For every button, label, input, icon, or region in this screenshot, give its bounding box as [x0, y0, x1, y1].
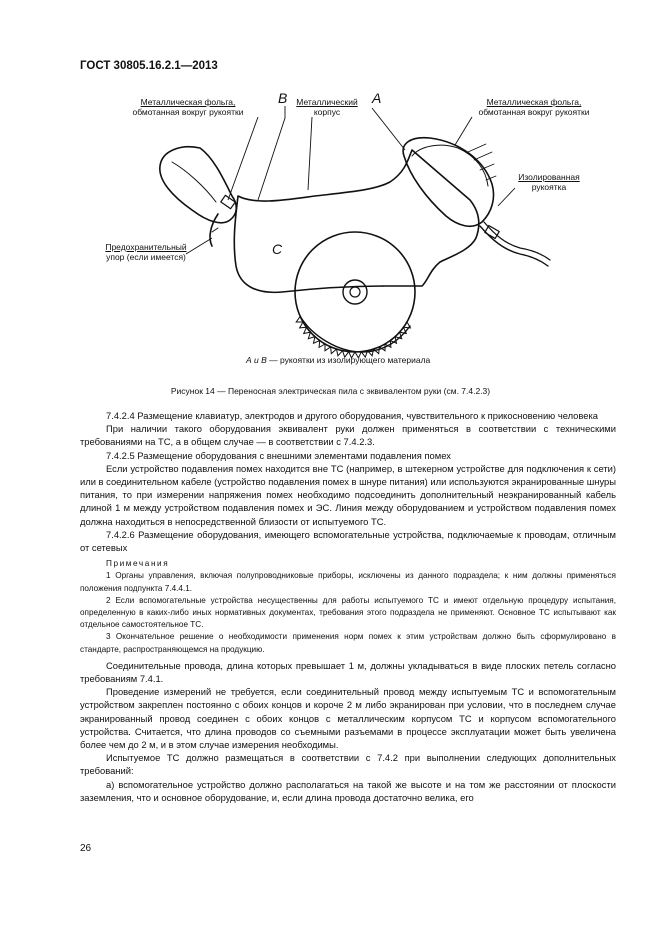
label-foil-right-line2: обмотанная вокруг рукоятки [478, 107, 590, 117]
letter-b: B [278, 90, 288, 106]
paragraph: а) вспомогательное устройство должно располагаться на такой же высоте и на том же расстоянии от плоскости заземления, что и основное оборудование, и, если длина провода достаточно велика, его [80, 778, 616, 803]
paragraph-7426: 7.4.2.6 Размещение оборудования, имеющего вспомогательные устройства, подключаемые к проводам, отличным от сетевых [80, 528, 616, 554]
body-text [80, 409, 616, 804]
note-item: 1 Органы управления, включая полупроводниковые приборы, исключены из данного подраздела; к ним должны применяться положения подпункта 7.4.4.1. [80, 571, 616, 593]
label-guard-line2: упор (если имеется) [106, 252, 186, 262]
note-item: 3 Окончательное решение о необходимости применения норм помех к этим устройствам должно быть сформулировано в стандарте, распространяющемся на продукцию. [80, 632, 616, 654]
saw-body-outline [234, 150, 479, 292]
paragraph: Если устройство подавления помех находится вне ТС (например, в штекерном устройстве для подключения к сети) или в соединительном кабеле (устройство подавления помех в шнуре питания) или используются экранированные шнуры питания, то при измерении напряжения помех необходимо подсоединить дополнительный неэкранированный кабель длиной 1 м между устройством подавления помех и ЭС. Линия между оборудованием и устройством подавления помех должна находиться в непосредственной близости от испытуемого ТС. [80, 462, 616, 527]
paragraph: Соединительные провода, длина которых превышает 1 м, должны укладываться в виде плоских петель согласно требованиям 7.4.1. [80, 659, 616, 685]
label-body-line2: корпус [313, 107, 341, 117]
notes-block [80, 558, 616, 656]
left-handle [160, 147, 236, 223]
label-foil-left-line1: Металлическая фольга, [140, 97, 236, 107]
label-body-line1: Металлический [296, 97, 358, 107]
label-guard-line1: Предохранительный [105, 242, 187, 252]
paragraph: Проведение измерений не требуется, если соединительный провод между испытуемым ТС и вспомогательным устройством закреплен постоянно с обоих концов и короче 2 м либо экранирован при условии, что в последнем случае экранированный провод соединен с обоих концов с металлическим корпусом ТС и корпусом вспомогательного устройства. Считается, что длина проводов со съемными разъемами в процессе эксплуатации может быть увеличена более чем до 2 м, и в этом случае измерения необходимы. [80, 686, 616, 751]
saw-blade [295, 232, 415, 352]
paragraph-7425: 7.4.2.5 Размещение оборудования с внешними элементами подавления помех [106, 449, 451, 461]
figure-caption: Рисунок 14 — Переносная электрическая пила с эквивалентом руки (см. 7.4.2.3) [170, 386, 491, 396]
legend-letters: А и В [246, 355, 267, 365]
paragraph-7424: 7.4.2.4 Размещение клавиатур, электродов и другого оборудования, чувствительного к прикосновению человека [106, 410, 599, 421]
document-header: ГОСТ 30805.16.2.1—2013 [80, 60, 218, 72]
page-number: 26 [80, 843, 92, 854]
label-foil-left-line2: обмотанная вокруг рукоятки [132, 107, 244, 117]
figure-legend [246, 355, 430, 365]
notes-title: Примечания [106, 559, 170, 569]
letter-c: C [272, 241, 283, 257]
letter-a: A [372, 90, 382, 106]
paragraph: Испытуемое ТС должно размещаться в соответствии с 7.4.2 при выполнении следующих дополнительных требований: [80, 752, 616, 777]
guard [210, 214, 218, 246]
note-item: 2 Если вспомогательные устройства несущественны для работы испытуемого ТС и имеют отдельную процедуру испытания, определенную в каких-либо иных нормативных документах, требования этого подраздела не применяют. Основное ТС испытывают как отдельное самостоятельное ТС. [80, 595, 616, 630]
label-insulated-line1: Изолированная [518, 172, 580, 182]
legend-text: — рукоятки из изолирующего материала [266, 355, 431, 365]
label-foil-right-line1: Металлическая фольга, [486, 97, 582, 107]
paragraph: При наличии такого оборудования эквивалент руки должен применяться в соответствии с техническими требованиями на ТС, а в общем случае — в соответствии с 7.4.2.3. [80, 423, 616, 448]
label-insulated-line2: рукоятка [531, 182, 567, 192]
